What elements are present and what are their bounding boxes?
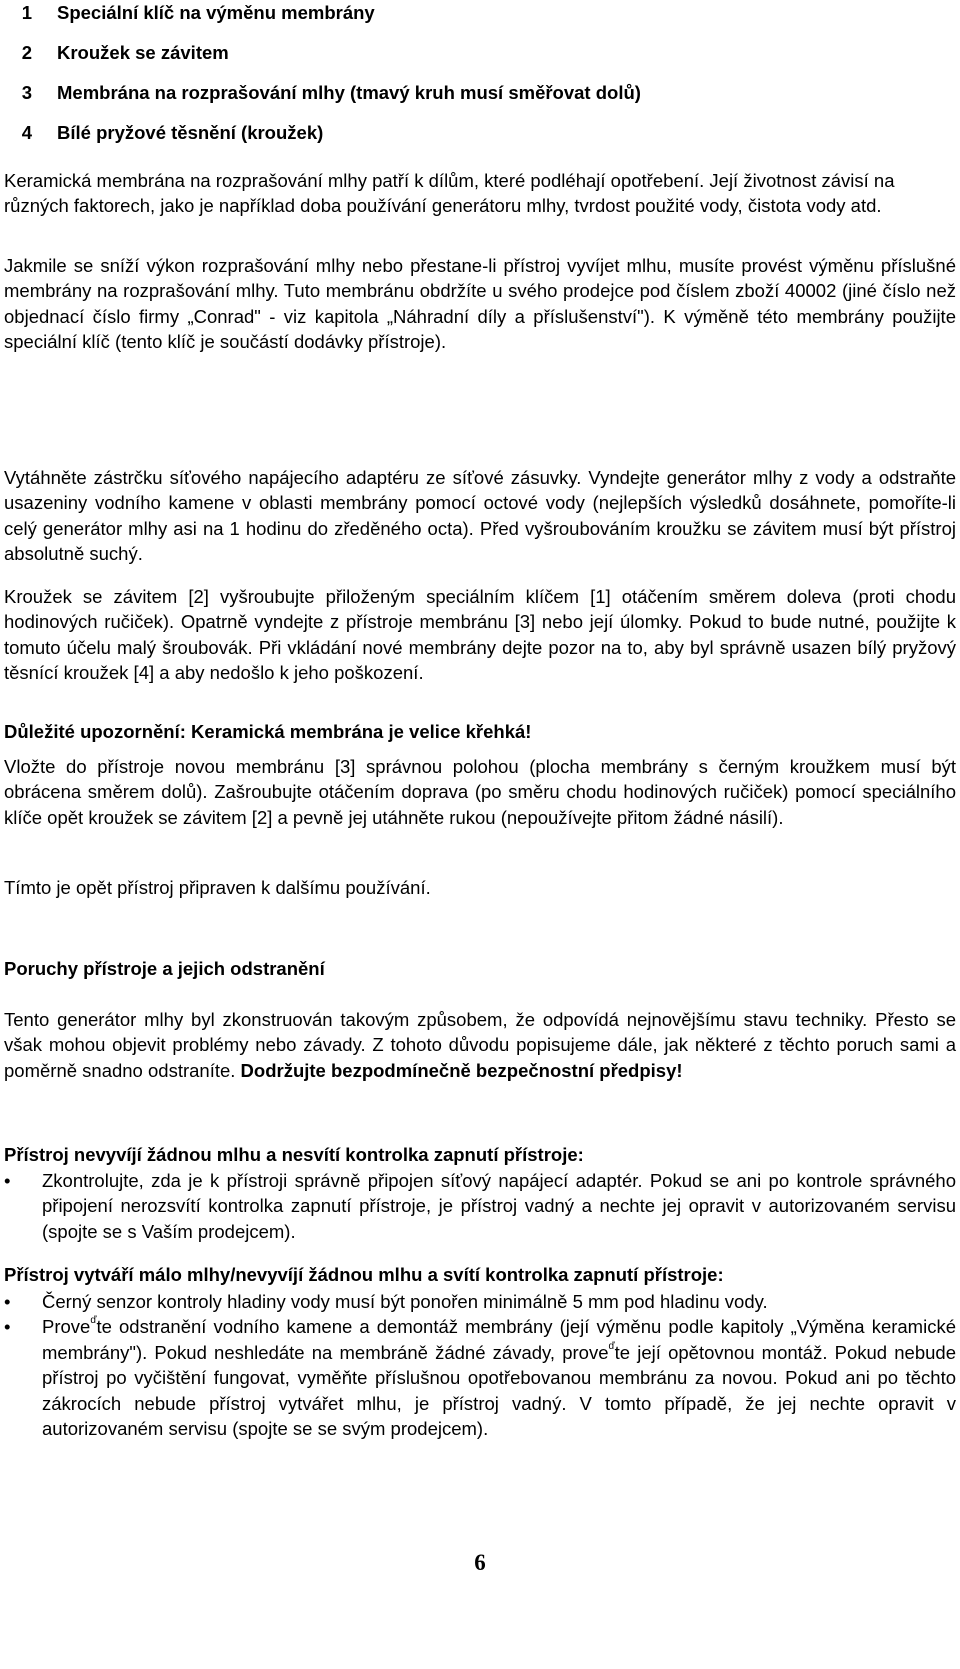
numbered-item-3 [4,80,641,105]
safety-emphasis: Dodržujte bezpodmínečně bezpečnostní předpisy! [240,1059,683,1081]
item-number: 3 [21,82,32,103]
numbered-item-1 [4,0,375,25]
fault-2-title: Přístroj vytváří málo mlhy/nevyvíjí žádnou mlhu a svítí kontrolka zapnutí přístroje: [4,1264,724,1285]
list-item [4,1314,956,1441]
superscript-glyph: ď [608,1340,615,1352]
list-item-text-part: te odstranění vodního kamene a demontáž membrány (její výměnu podle kapitoly „Výměna keramické membrány"). Pokud neshledáte na membráně žádné závady, prove [42,1316,956,1363]
list-item-text: Černý senzor kontroly hladiny vody musí být ponořen minimálně 5 mm pod hladinu vody. [42,1291,768,1312]
list-item [4,1289,956,1314]
list-item [4,1168,956,1244]
item-text: Membrána na rozprašování mlhy (tmavý kruh musí směřovat dolů) [57,82,641,103]
paragraph-replacement: Jakmile se sníží výkon rozprašování mlhy nebo přestane-li přístroj vyvíjet mlhu, musíte provést výměnu příslušné membrány na rozprašování mlhy. Tuto membránu obdržíte u svého prodejce pod číslem zboží 40002 (jiné číslo než objednací číslo firmy „Conrad" - viz kapitola „Náhradní díly a příslušenství"). K výměně této membrány použijte speciální klíč (tento klíč je součástí dodávky přístroje). [4,255,956,353]
paragraph-faults-intro [4,1007,956,1083]
paragraph-unplug: Vytáhněte zástrčku síťového napájecího adaptéru ze síťové zásuvky. Vyndejte generátor mlhy z vody a odstraňte usazeniny vodního kamene v oblasti membrány pomocí octové vody (nejlepších výsledků dosáhnete, pomoříte-li celý generátor mlhy asi na 1 hodinu do zředěného octa). Před vyšroubováním kroužku se závitem musí být přístroj absolutně suchý. [4,467,956,565]
paragraph-ready: Tímto je opět přístroj připraven k dalšímu používání. [4,877,431,898]
numbered-item-4 [4,120,323,145]
fragile-warning: Důležité upozornění: Keramická membrána je velice křehká! [4,721,532,742]
bullet-icon: • [4,1170,11,1191]
item-text: Speciální klíč na výměnu membrány [57,2,375,23]
list-item-text-part: te její opětovnou montáž. Pokud nebude přístroj po vyčištění fungovat, vyměňte příslušnou opotřebovanou membránu za novou. Pokud ani po těchto zákrocích nebude přístroj vytvářet mlhu, je přístroj vadný. V tomto případě, že jej nechte opravit v autorizovaném servisu (spojte se se svým prodejcem). [42,1341,956,1440]
section-heading-faults: Poruchy přístroje a jejich odstranění [4,958,325,979]
fault-2-list [4,1289,956,1441]
item-text: Bílé pryžové těsnění (kroužek) [57,122,324,143]
page-number: 6 [474,1550,486,1575]
paragraph-insert: Vložte do přístroje novou membránu [3] správnou polohou (plocha membrány s černým kroužkem musí být obrácena směrem dolů). Zašroubujte otáčením doprava (po směru chodu hodinových ručiček) pomocí speciálního klíče opět kroužek se závitem [2] a pevně jej utáhněte rukou (nepoužívejte přitom žádné násilí). [4,756,956,828]
list-item-text-part: Prove [42,1316,91,1338]
item-number: 1 [21,2,32,23]
fault-1-list [4,1168,956,1244]
numbered-item-2 [4,40,229,65]
paragraph-ceramic-membrane: Keramická membrána na rozprašování mlhy patří k dílům, které podléhají opotřebení. Její životnost závisí na různých faktorech, jako je například doba používání generátoru mlhy, tvrdost použité vody, čistota vody atd. [4,170,895,217]
paragraph-unscrew: Kroužek se závitem [2] vyšroubujte přiloženým speciálním klíčem [1] otáčením směrem doleva (proti chodu hodinových ručiček). Opatrně vyndejte z přístroje membránu [3] nebo její úlomky. Pokud to bude nutné, použijte k tomuto účelu malý šroubovák. Při vkládání nové membrány dejte pozor na to, aby byl správně usazen bílý pryžový těsnící kroužek [4] a aby nedošlo k jeho poškození. [4,586,956,684]
item-number: 2 [21,42,32,63]
item-number: 4 [21,122,32,143]
bullet-icon: • [4,1291,11,1312]
list-item-text: Zkontrolujte, zda je k přístroji správně připojen síťový napájecí adaptér. Pokud se ani po kontrole správného připojení nerozsvítí kontrolka zapnutí přístroje, je přístroj vadný a nechte jej opravit v autorizovaném servisu (spojte se s Vaším prodejcem). [42,1170,956,1242]
item-text: Kroužek se závitem [57,42,229,63]
bullet-icon: • [4,1316,11,1338]
superscript-glyph: ď [90,1315,97,1327]
faults-intro-text: Tento generátor mlhy byl zkonstruován takovým způsobem, že odpovídá nejnovějšímu stavu techniky. Přesto se však mohou objevit problémy nebo závady. Z tohoto důvodu popisujeme dále, jak některé z těchto poruch sami a poměrně snadno odstraníte. [4,1009,956,1081]
fault-1-title: Přístroj nevyvíjí žádnou mlhu a nesvítí kontrolka zapnutí přístroje: [4,1144,584,1165]
